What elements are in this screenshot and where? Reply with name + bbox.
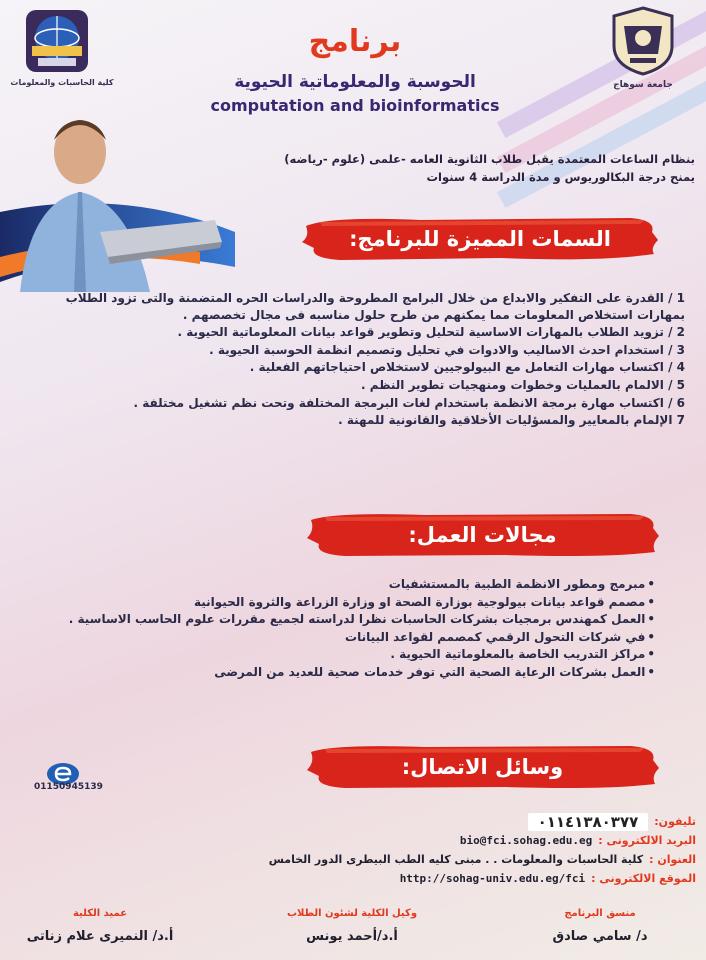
- faculty-caption: كلية الحاسبات والمعلومات: [10, 78, 114, 87]
- contact-block: [100, 812, 696, 888]
- list-item: 2 / تزويد الطلاب بالمهارات الاساسية لتحليل وتطوير قواعد بيانات المعلوماتية الحيوية .: [177, 325, 685, 340]
- address-label: العنوان :: [649, 853, 696, 866]
- side-phone-number: 01150945139: [34, 782, 103, 792]
- address-text: كلية الحاسبات والمعلومات . . مبنى كليه الطب البيطرى الدور الخامس: [268, 853, 644, 866]
- university-logo-icon: [610, 6, 676, 76]
- faculty-logo-icon: [22, 6, 92, 76]
- list-item: • مصمم قواعد بيانات بيولوجية بوزارة الصحة او وزارة الزراعة والثروة الحيوانية: [25, 594, 655, 612]
- admission-intro: [175, 150, 695, 186]
- email-label: البريد الالكترونى :: [598, 834, 696, 847]
- features-banner: [300, 214, 660, 264]
- signature-name: أ.د/ النميرى علام زناتى: [26, 929, 174, 944]
- signature-vice-dean: [252, 908, 452, 944]
- email-link[interactable]: bio@fci.sohag.edu.eg: [459, 834, 593, 847]
- phone-label: تليفون:: [654, 815, 696, 828]
- list-item: 3 / استخدام احدث الاساليب والادوات في تحليل وتصميم انظمة الحوسبة الحيوية .: [209, 342, 685, 357]
- contact-email-row: [100, 831, 696, 850]
- list-item: • مراكز التدريب الخاصة بالمعلوماتية الحيوية .: [25, 646, 655, 664]
- program-name-en: computation and bioinformatics: [210, 96, 500, 115]
- signature-coordinator: [500, 908, 700, 944]
- intro-line: بنظام الساعات المعتمدة يقبل طلاب الثانوية العامه -علمى (علوم -رياضه): [284, 152, 695, 166]
- contact-banner: [305, 742, 660, 792]
- features-title: السمات المميزة للبرنامج:: [349, 227, 611, 251]
- list-item: 6 / اكتساب مهارة برمجة الانظمة باستخدام لغات البرمجة المختلفة وتحت نظم تشغيل مختلفة .: [133, 395, 685, 410]
- program-heading: برنامج: [308, 24, 402, 59]
- signature-dean: [0, 908, 200, 944]
- jobs-title: مجالات العمل:: [408, 523, 557, 547]
- website-link[interactable]: http://sohag-univ.edu.eg/fci: [399, 872, 586, 885]
- contact-title: وسائل الاتصال:: [401, 755, 564, 779]
- program-name-ar: الحوسبة والمعلوماتية الحيوية: [234, 72, 476, 92]
- signature-role: عميد الكلية: [72, 908, 128, 919]
- list-item: 4 / اكتساب مهارات التعامل مع البيولوجيين لاستخلاص احتياجاتهم الفعلية .: [249, 360, 685, 375]
- signature-role: وكيل الكلية لشئون الطلاب: [286, 908, 418, 919]
- list-item: • مبرمج ومطور الانظمة الطبية بالمستشفيات: [25, 576, 655, 594]
- list-item: 7 الإلمام بالمعايير والمسؤليات الأخلاقية والقانونية للمهنة .: [338, 413, 685, 428]
- contact-website-row: [100, 869, 696, 888]
- list-item: • العمل كمهندس برمجيات بشركات الحاسبات نظرا لدراسته لجميع مقررات علوم الحاسب الاساسية .: [25, 611, 655, 629]
- jobs-banner: [305, 510, 660, 560]
- man-with-laptop-illustration: [0, 92, 235, 297]
- signature-name: د/ سامي صادق: [552, 929, 648, 944]
- intro-line: يمنح درجة البكالوريوس و مدة الدراسة 4 سنوات: [426, 170, 695, 184]
- contact-phone-row: [100, 812, 696, 831]
- signature-role: منسق البرنامج: [564, 908, 636, 919]
- list-item: • في شركات التحول الرقمي كمصمم لقواعد البيانات: [25, 629, 655, 647]
- phone-number[interactable]: ٠١١٤١٣٨٠٣٧٧: [528, 813, 649, 831]
- university-caption: جامعة سوهاج: [613, 80, 673, 90]
- list-item: • العمل بشركات الرعاية الصحية التي توفر خدمات صحية للعديد من المرضى: [25, 664, 655, 682]
- signature-name: أ.د/أحمد يونس: [306, 929, 398, 944]
- website-label: الموقع الالكترونى :: [591, 872, 696, 885]
- contact-address-row: [100, 850, 696, 869]
- list-item: 1 / القدرة على التفكير والابداع من خلال البرامج المطروحة والدراسات الحره المتضمنة والتى تزود الطلاب بمهارات استخلاص المعلومات مما يمكنهم من طرح حلول مناسبه فى مجال تخصصهم .: [65, 291, 685, 322]
- jobs-list: [25, 576, 655, 681]
- list-item: 5 / الالمام بالعمليات وخطوات ومنهجيات تطوير النظم .: [361, 377, 685, 392]
- features-list: [55, 290, 685, 430]
